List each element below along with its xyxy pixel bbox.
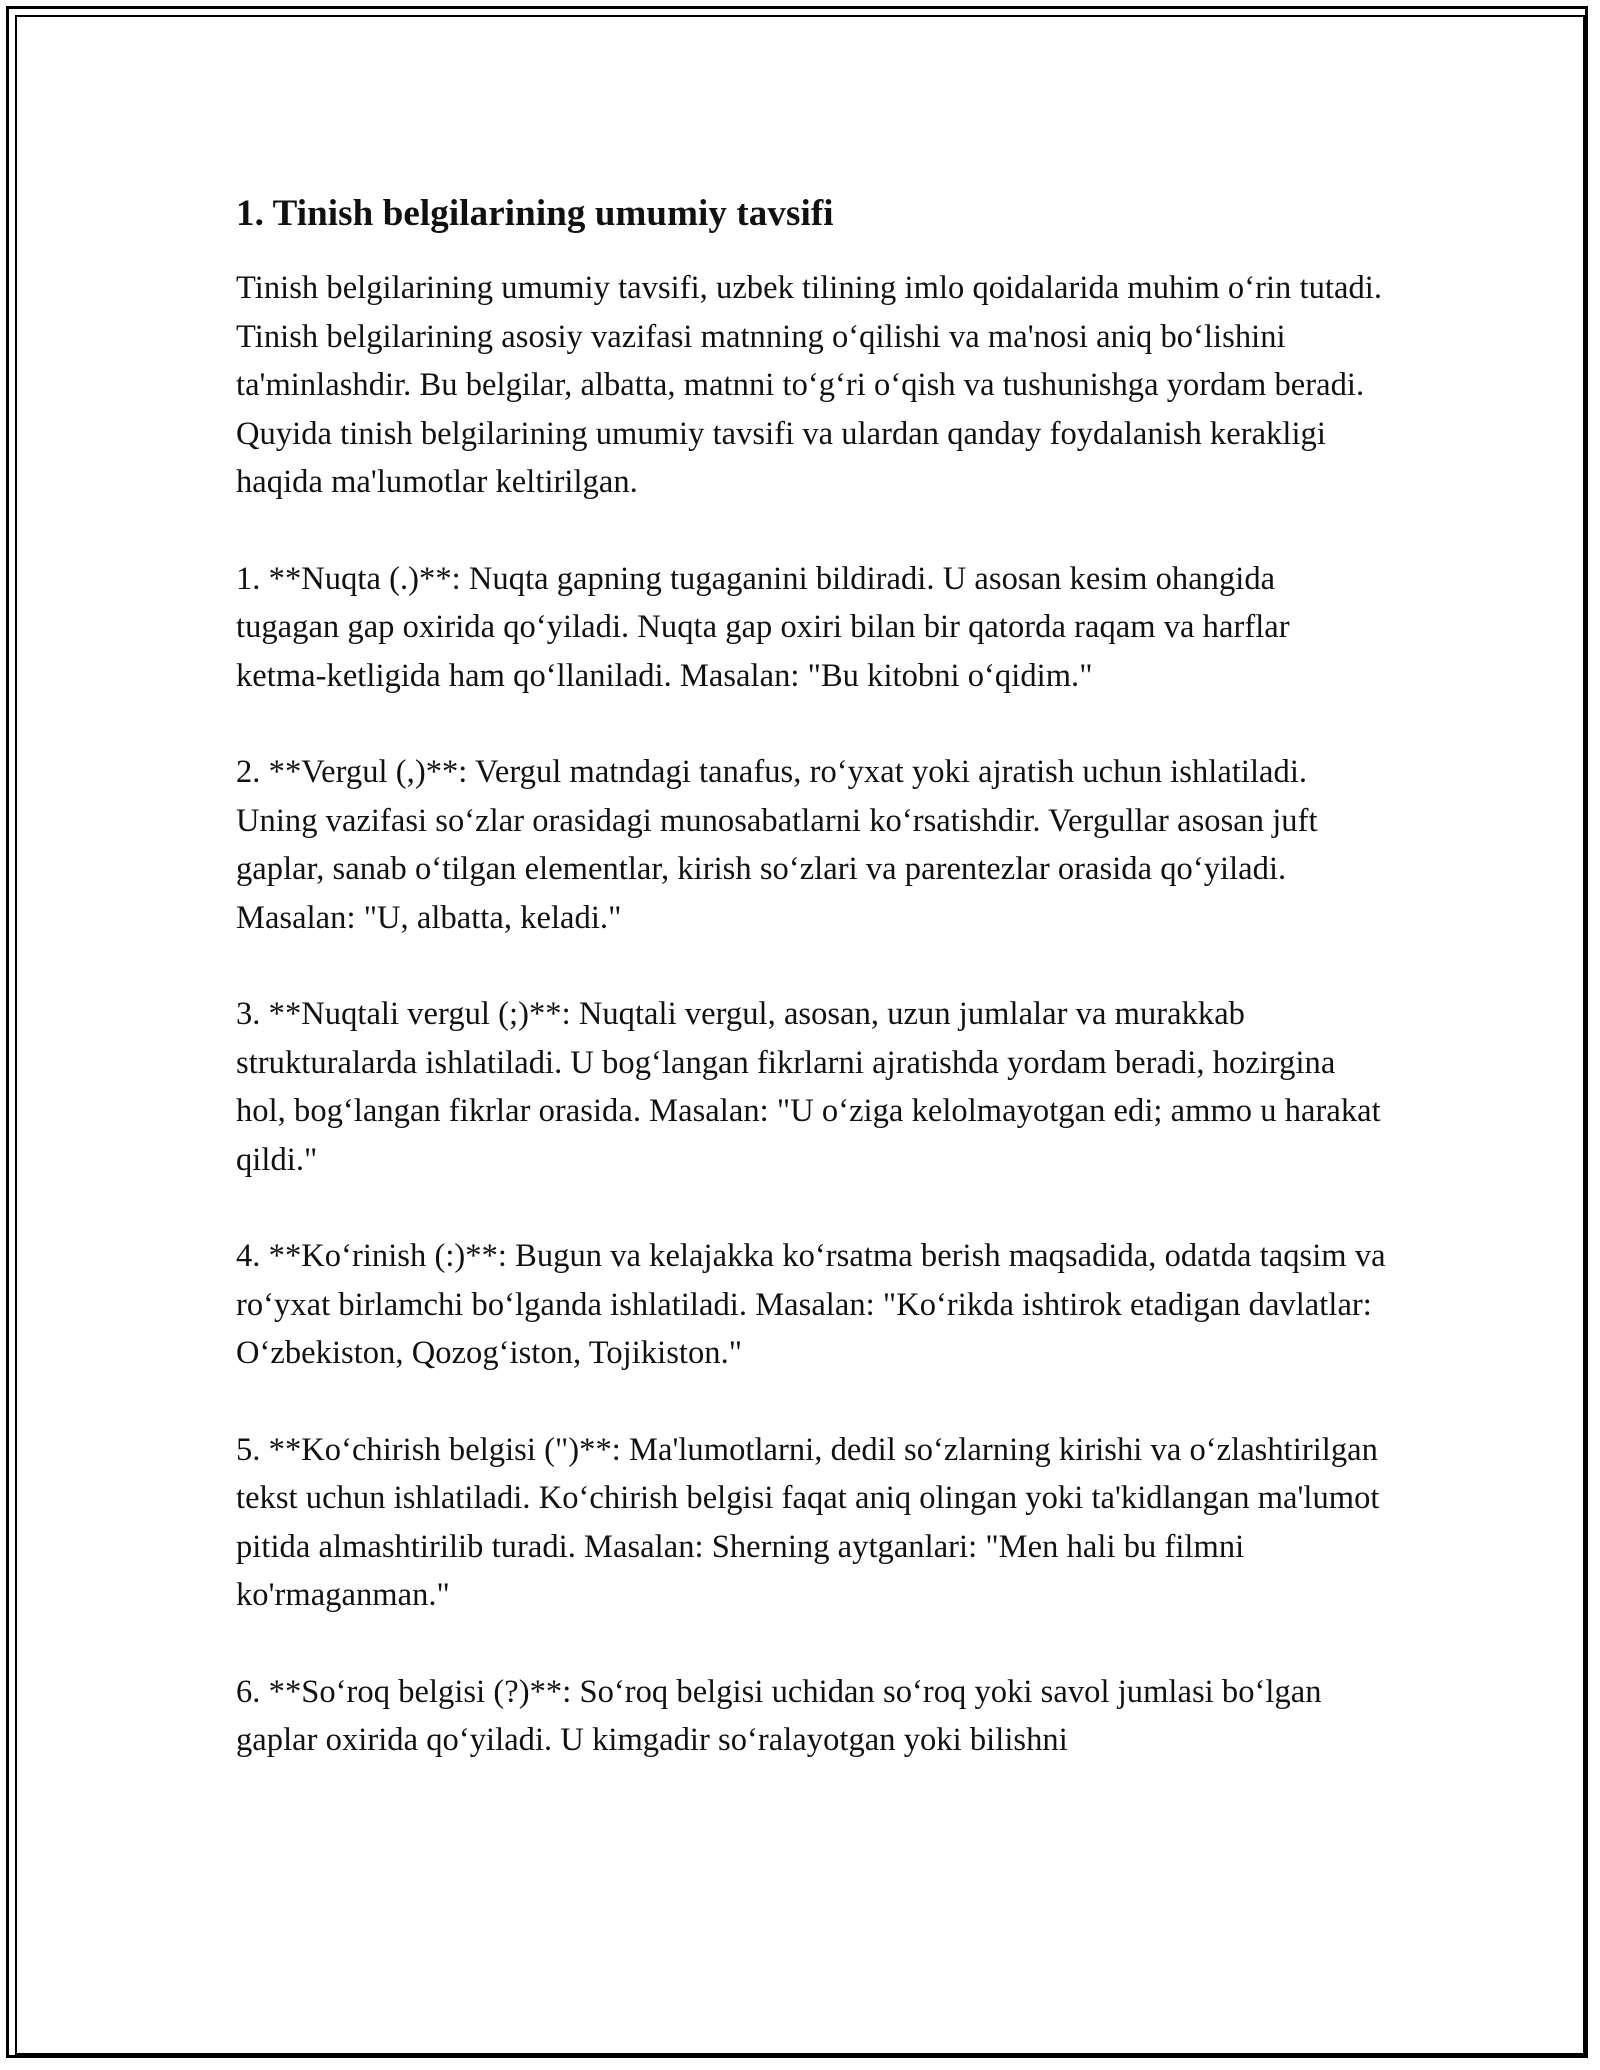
paragraph-kochirish-belgisi: 5. **Ko‘chirish belgisi (")**: Ma'lumotlarni, dedil so‘zlarning kirishi va o‘zlashtirilgan tekst uchun ishlatiladi. Ko‘chirish belgisi faqat aniq olingan yoki ta'kidlangan ma'lumot pitida almashtirilib turadi. Masalan: Sherning aytganlari: "Men hali bu filmni ko'rmaganman." [236, 1431, 1380, 1613]
section-heading: 1. Tinish belgilarining umumiy tavsifi [236, 193, 834, 234]
intro-paragraph: Tinish belgilarining umumiy tavsifi, uzbek tilining imlo qoidalarida muhim o‘rin tutadi. Tinish belgilarining asosiy vazifasi matnning o‘qilishi va ma'nosi aniq bo‘lishini ta'minlashdir. Bu belgilar, albatta, matnni to‘g‘ri o‘qish va tushunishga yordam beradi. Quyida tinish belgilarining umumiy tavsifi va ulardan qanday foydalanish kerakligi haqida ma'lumotlar keltirilgan. [236, 270, 1383, 500]
paragraph-korinish: 4. **Ko‘rinish (:)**: Bugun va kelajakka ko‘rsatma berish maqsadida, odatda taqsim va ro‘yxat birlamchi bo‘lganda ishlatiladi. Masalan: "Ko‘rikda ishtirok etadigan davlatlar: O‘zbekiston, Qozog‘iston, Tojikiston." [236, 1238, 1386, 1371]
paragraph-nuqta: 1. **Nuqta (.)**: Nuqta gapning tugaganini bildiradi. U asosan kesim ohangida tugagan gap oxirida qo‘yiladi. Nuqta gap oxiri bilan bir qatorda raqam va harflar ketma-ketligida ham qo‘llaniladi. Masalan: "Bu kitobni o‘qidim." [236, 560, 1290, 694]
paragraph-nuqtali-vergul: 3. **Nuqtali vergul (;)**: Nuqtali vergul, asosan, uzun jumlalar va murakkab strukturalarda ishlatiladi. U bog‘langan fikrlarni ajratishda yordam beradi, hozirgina hol, bog‘langan fikrlar orasida. Masalan: "U o‘ziga kelolmayotgan edi; ammo u harakat qildi." [236, 996, 1381, 1178]
document-body [236, 188, 1386, 1765]
paragraph-soroq-belgisi: 6. **So‘roq belgisi (?)**: So‘roq belgisi uchidan so‘roq yoki savol jumlasi bo‘lgan gaplar oxirida qo‘yiladi. U kimgadir so‘ralayotgan yoki bilishni [236, 1673, 1322, 1758]
paragraph-vergul: 2. **Vergul (,)**: Vergul matndagi tanafus, ro‘yxat yoki ajratish uchun ishlatiladi. Uning vazifasi so‘zlar orasidagi munosabatlarni ko‘rsatishdir. Vergullar asosan juft gaplar, sanab o‘tilgan elementlar, kirish so‘zlari va parentezlar orasida qo‘yiladi. Masalan: "U, albatta, keladi." [236, 754, 1318, 936]
